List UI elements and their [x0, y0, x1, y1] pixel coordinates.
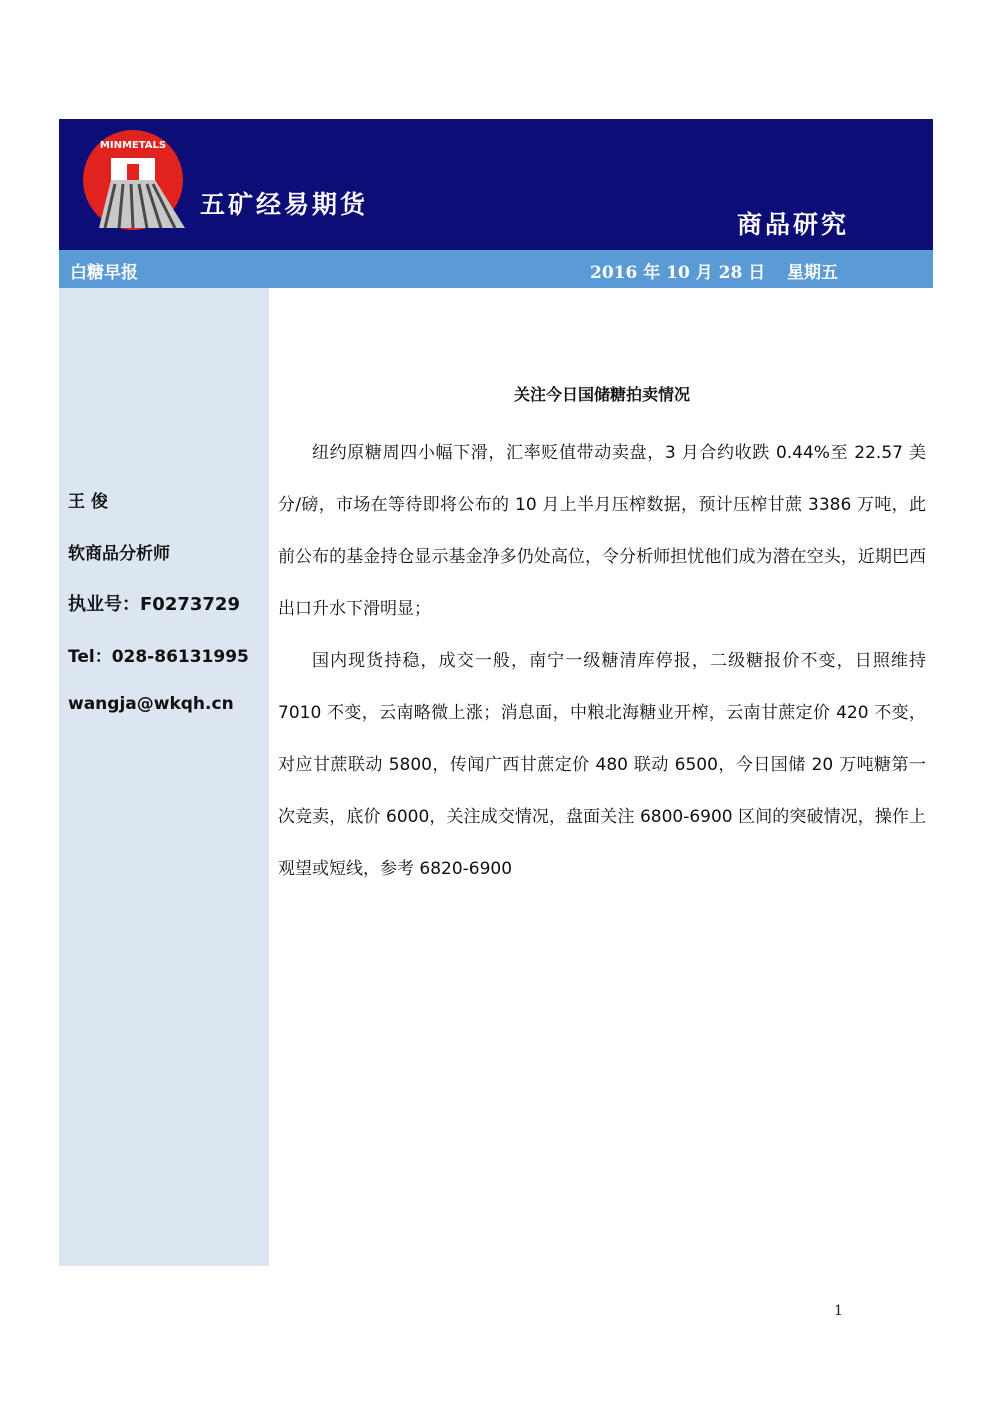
- author-role: 软商品分析师: [68, 544, 170, 564]
- company-name: 五矿经易期货: [200, 190, 369, 219]
- author-name: 王 俊: [68, 492, 108, 512]
- page-number: 1: [834, 1303, 843, 1319]
- report-header: [59, 119, 933, 250]
- author-sidebar: [59, 288, 269, 1266]
- report-subheader: [59, 250, 933, 288]
- article-paragraph: 纽约原糖周四小幅下滑，汇率贬值带动卖盘，3 月合约收跌 0.44%至 22.57 美分/磅，市场在等待即将公布的 10 月上半月压榨数据，预计压榨甘蔗 3386 万吨，此前公布的基金持仓显示基金净多仍处高位，令分析师担忧他们成为潜在空头，近期巴西出口升水下滑明显；: [278, 443, 926, 619]
- report-date: 2016 年 10 月 28 日: [590, 263, 766, 283]
- author-license: 执业号：F0273729: [68, 594, 240, 615]
- author-email: wangja@wkqh.cn: [68, 694, 234, 714]
- article-title: 关注今日国储糖拍卖情况: [513, 385, 690, 404]
- report-type: 白糖早报: [70, 263, 138, 283]
- author-tel: Tel：028-86131995: [68, 647, 249, 667]
- section-title: 商品研究: [737, 210, 850, 239]
- article-paragraph: 国内现货持稳，成交一般，南宁一级糖清库停报，二级糖报价不变，日照维持 7010 不变，云南略微上涨；消息面，中粮北海糖业开榨，云南甘蔗定价 420 不变，对应甘蔗联动 5800，传闻广西甘蔗定价 480 联动 6500，今日国储 20 万吨糖第一次竞卖，底价 6000，关注成交情况，盘面关注 6800-6900 区间的突破情况，操作上观望或短线，参考 6820-6900: [278, 651, 926, 879]
- report-weekday: 星期五: [787, 263, 838, 283]
- article-body: [278, 370, 926, 895]
- minmetals-logo: [81, 128, 191, 238]
- logo-lettering: MINMETALS: [99, 140, 167, 151]
